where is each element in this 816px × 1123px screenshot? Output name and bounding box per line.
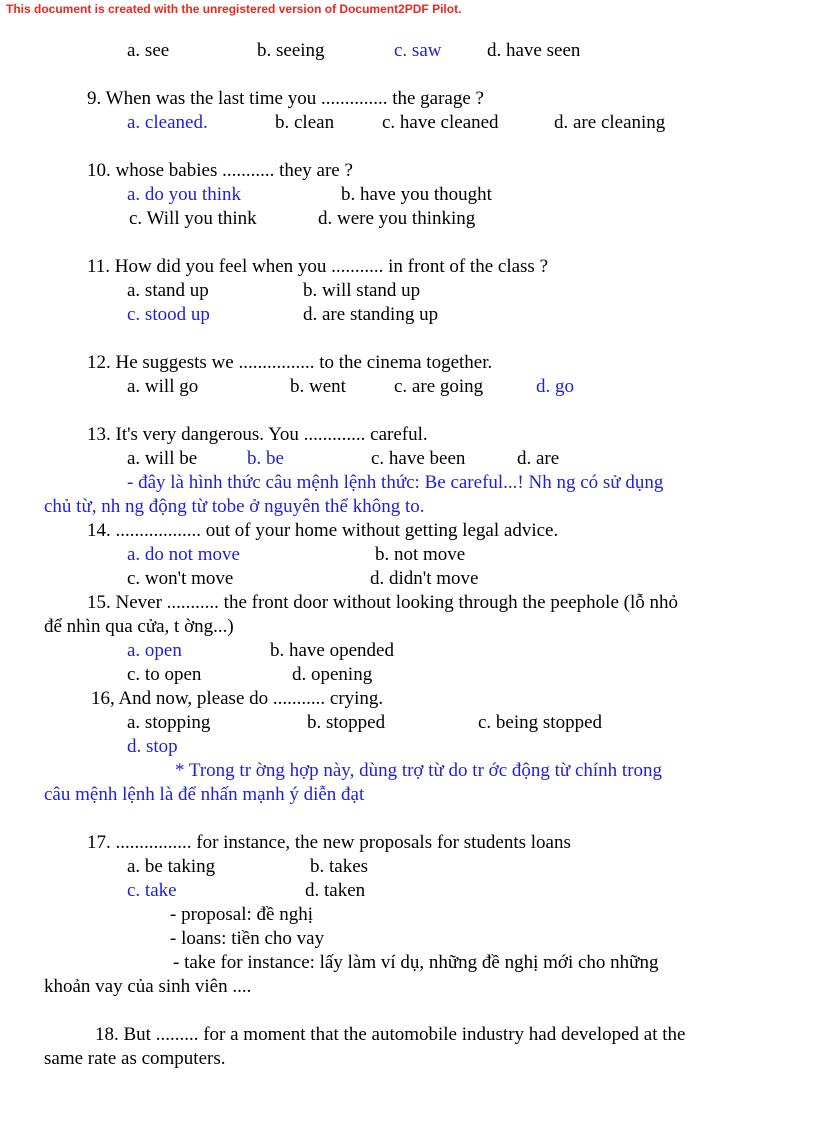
q14-option-a: a. do not move	[127, 544, 240, 565]
q17-option-a: a. be taking	[127, 856, 216, 877]
q10-option-a: a. do you think	[127, 184, 241, 205]
q16-stem: 16, And now, please do ........... crying.	[91, 688, 384, 709]
q13-option-b: b. be	[247, 448, 284, 469]
q17-note-line1: - proposal: đề nghị	[170, 904, 314, 925]
q17-note-line2: - loans: tiền cho vay	[170, 928, 325, 949]
q17-option-d: d. taken	[305, 880, 366, 901]
q9-stem: 9. When was the last time you .............. the garage ?	[87, 88, 484, 109]
q14-option-d: d. didn't move	[370, 568, 479, 589]
q16-option-d: d. stop	[127, 736, 178, 757]
q16-option-a: a. stopping	[127, 712, 211, 733]
q12-option-a: a. will go	[127, 376, 199, 397]
q8-option-a: a. see	[127, 40, 170, 61]
q13-option-d: d. are	[517, 448, 560, 469]
q9-option-a: a. cleaned.	[127, 112, 208, 133]
q10-option-c: c. Will you think	[129, 208, 257, 229]
q12-stem: 12. He suggests we ................ to the cinema together.	[87, 352, 493, 373]
q13-option-a: a. will be	[127, 448, 198, 469]
q17-note-line4: khoản vay của sinh viên ....	[44, 976, 252, 997]
q8-option-b: b. seeing	[257, 40, 325, 61]
q12-option-b: b. went	[290, 376, 346, 397]
q15-stem-line1: 15. Never ........... the front door without looking through the peephole (lỗ nhỏ	[87, 592, 679, 613]
q14-option-c: c. won't move	[127, 568, 234, 589]
q9-option-b: b. clean	[275, 112, 335, 133]
q17-note-line3: - take for instance: lấy làm ví dụ, những đề nghị mới cho những	[173, 952, 659, 973]
q15-option-a: a. open	[127, 640, 182, 661]
q14-stem: 14. .................. out of your home without getting legal advice.	[87, 520, 559, 541]
q13-note-line1: - đây là hình thức câu mệnh lệnh thức: Be careful...! Nh ng có sử dụng	[127, 472, 664, 493]
q13-option-c: c. have been	[371, 448, 466, 469]
q12-option-c: c. are going	[394, 376, 484, 397]
q16-note-line2: câu mệnh lệnh là để nhấn mạnh ý diễn đạt	[44, 784, 365, 805]
q10-option-b: b. have you thought	[341, 184, 492, 205]
q10-stem: 10. whose babies ........... they are ?	[87, 160, 353, 181]
q9-option-d: d. are cleaning	[554, 112, 666, 133]
q15-option-d: d. opening	[292, 664, 373, 685]
q17-stem: 17. ................ for instance, the new proposals for students loans	[87, 832, 571, 853]
q13-note-line2: chủ từ, nh ng động từ tobe ở nguyên thể không to.	[44, 496, 425, 517]
q8-option-d: d. have seen	[487, 40, 581, 61]
q18-stem-line2: same rate as computers.	[44, 1048, 226, 1069]
q11-option-c: c. stood up	[127, 304, 210, 325]
q8-option-c: c. saw	[394, 40, 442, 61]
q17-option-b: b. takes	[310, 856, 369, 877]
q16-note-line1: * Trong tr ờng hợp này, dùng trợ từ do tr ớc động từ chính trong	[175, 760, 663, 781]
q16-option-c: c. being stopped	[478, 712, 603, 733]
q11-option-a: a. stand up	[127, 280, 209, 301]
q11-option-d: d. are standing up	[303, 304, 439, 325]
watermark: This document is created with the unregistered version of Document2PDF Pilot.	[6, 2, 462, 16]
q17-option-c: c. take	[127, 880, 177, 901]
q15-option-c: c. to open	[127, 664, 202, 685]
q13-stem: 13. It's very dangerous. You ............. careful.	[87, 424, 428, 445]
q14-option-b: b. not move	[375, 544, 466, 565]
q16-option-b: b. stopped	[307, 712, 386, 733]
q9-option-c: c. have cleaned	[382, 112, 499, 133]
q15-option-b: b. have opended	[270, 640, 394, 661]
q10-option-d: d. were you thinking	[318, 208, 476, 229]
q11-option-b: b. will stand up	[303, 280, 421, 301]
q18-stem-line1: 18. But ......... for a moment that the automobile industry had developed at the	[95, 1024, 686, 1045]
q11-stem: 11. How did you feel when you ........... in front of the class ?	[87, 256, 549, 277]
q15-stem-line2: để nhìn qua cửa, t ờng...)	[44, 616, 234, 637]
q12-option-d: d. go	[536, 376, 574, 397]
